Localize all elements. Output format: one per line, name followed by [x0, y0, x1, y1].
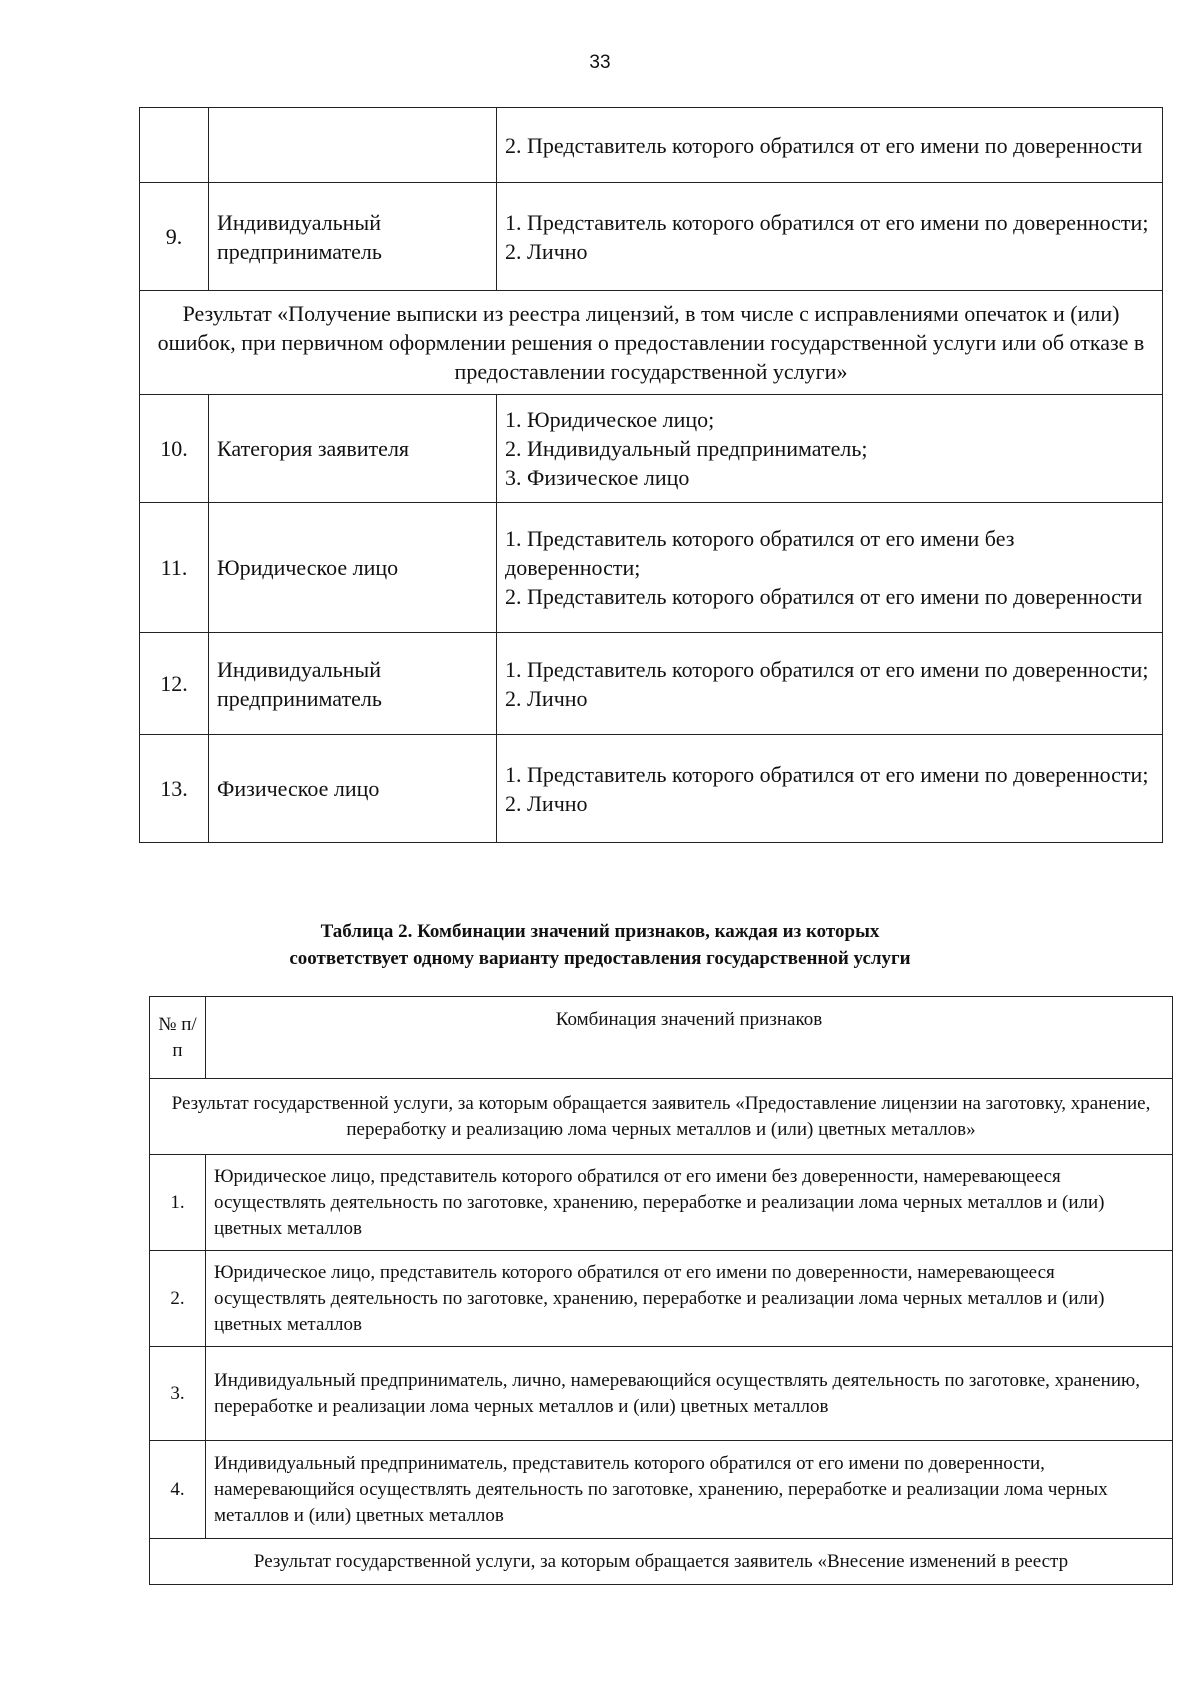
- row-text: Юридическое лицо, представитель которого обратился от его имени по доверенности, намеревающееся осуществлять деятельность по заготовке, хранению, переработке и реализации лома черных металлов и (или) цветных металлов: [206, 1251, 1173, 1347]
- row-values: [497, 735, 1163, 843]
- table-row: [150, 1251, 1173, 1347]
- column-header-combination: Комбинация значений признаков: [206, 997, 1173, 1079]
- value-line: 1. Представитель которого обратился от его имени по доверенности;: [505, 656, 1149, 682]
- row-values: [497, 503, 1163, 633]
- value-line: 2. Лично: [505, 685, 588, 711]
- table-row: [140, 108, 1163, 183]
- row-values: [497, 633, 1163, 735]
- table-row: [140, 395, 1163, 503]
- value-line: 1. Юридическое лицо;: [505, 407, 715, 432]
- row-number: 4.: [150, 1441, 206, 1539]
- table-row: [150, 1441, 1173, 1539]
- value-line: 2. Индивидуальный предприниматель;: [505, 436, 868, 461]
- combinations-table: [149, 996, 1173, 1585]
- row-category: Индивидуальный предприниматель: [209, 183, 497, 291]
- row-category: Юридическое лицо: [209, 503, 497, 633]
- row-text: Юридическое лицо, представитель которого обратился от его имени без доверенности, намеревающееся осуществлять деятельность по заготовке, хранению, переработке и реализации лома черных металлов и (или) цветных металлов: [206, 1155, 1173, 1251]
- row-number: 2.: [150, 1251, 206, 1347]
- table-row: [150, 1155, 1173, 1251]
- table-row: [140, 183, 1163, 291]
- row-values: [497, 183, 1163, 291]
- row-category: Категория заявителя: [209, 395, 497, 503]
- value-line: 2. Лично: [505, 790, 588, 816]
- row-number: 1.: [150, 1155, 206, 1251]
- row-text: Индивидуальный предприниматель, лично, намеревающийся осуществлять деятельность по заготовке, хранению, переработке и реализации лома черных металлов и (или) цветных металлов: [206, 1347, 1173, 1441]
- value-line: 1. Представитель которого обратился от его имени по доверенности;: [505, 761, 1149, 787]
- value-line: 2. Представитель которого обратился от его имени по доверенности: [505, 584, 1143, 609]
- table-header-row: [150, 997, 1173, 1079]
- criteria-table: [139, 107, 1163, 843]
- row-text: Индивидуальный предприниматель, представитель которого обратился от его имени по доверенности, намеревающийся осуществлять деятельность по заготовке, хранению, переработке и реализации лома черных металлов и (или) цветных металлов: [206, 1441, 1173, 1539]
- value-line: 1. Представитель которого обратился от его имени по доверенности;: [505, 209, 1149, 235]
- value-line: 2. Лично: [505, 238, 588, 264]
- result-heading: Результат государственной услуги, за которым обращается заявитель «Предоставление лицензии на заготовку, хранение, переработку и реализацию лома черных металлов и (или) цветных металлов»: [150, 1079, 1173, 1155]
- result-heading: Результат государственной услуги, за которым обращается заявитель «Внесение изменений в реестр: [150, 1539, 1173, 1585]
- result-heading-row: [140, 291, 1163, 395]
- value-line: 1. Представитель которого обратился от его имени без доверенности;: [505, 526, 1015, 580]
- table2-title-line: Таблица 2. Комбинации значений признаков, каждая из которых: [320, 921, 880, 942]
- table2-title-line: соответствует одному варианту предоставления государственной услуги: [289, 948, 911, 969]
- row-category: Индивидуальный предприниматель: [209, 633, 497, 735]
- result-heading-row: [150, 1539, 1173, 1585]
- result-heading-row: [150, 1079, 1173, 1155]
- table-row: [150, 1347, 1173, 1441]
- row-number: 12.: [140, 633, 209, 735]
- value-line: 2. Представитель которого обратился от его имени по доверенности: [505, 132, 1143, 158]
- row-number: 13.: [140, 735, 209, 843]
- row-category: [209, 108, 497, 183]
- result-heading: Результат «Получение выписки из реестра лицензий, в том числе с исправлениями опечаток и (или) ошибок, при первичном оформлении решения о предоставлении государственной услуги или об отказе в предоставлении государственной услуги»: [140, 291, 1163, 395]
- table-row: [140, 735, 1163, 843]
- row-category: Физическое лицо: [209, 735, 497, 843]
- row-number: 9.: [140, 183, 209, 291]
- row-number: [140, 108, 209, 183]
- column-header-num: № п/п: [150, 997, 206, 1079]
- table2-title: [0, 918, 1200, 972]
- row-number: 10.: [140, 395, 209, 503]
- row-values: [497, 108, 1163, 183]
- row-values: [497, 395, 1163, 503]
- table-row: [140, 503, 1163, 633]
- value-line: 3. Физическое лицо: [505, 465, 690, 490]
- page-number: 33: [589, 52, 611, 73]
- table-row: [140, 633, 1163, 735]
- row-number: 11.: [140, 503, 209, 633]
- row-number: 3.: [150, 1347, 206, 1441]
